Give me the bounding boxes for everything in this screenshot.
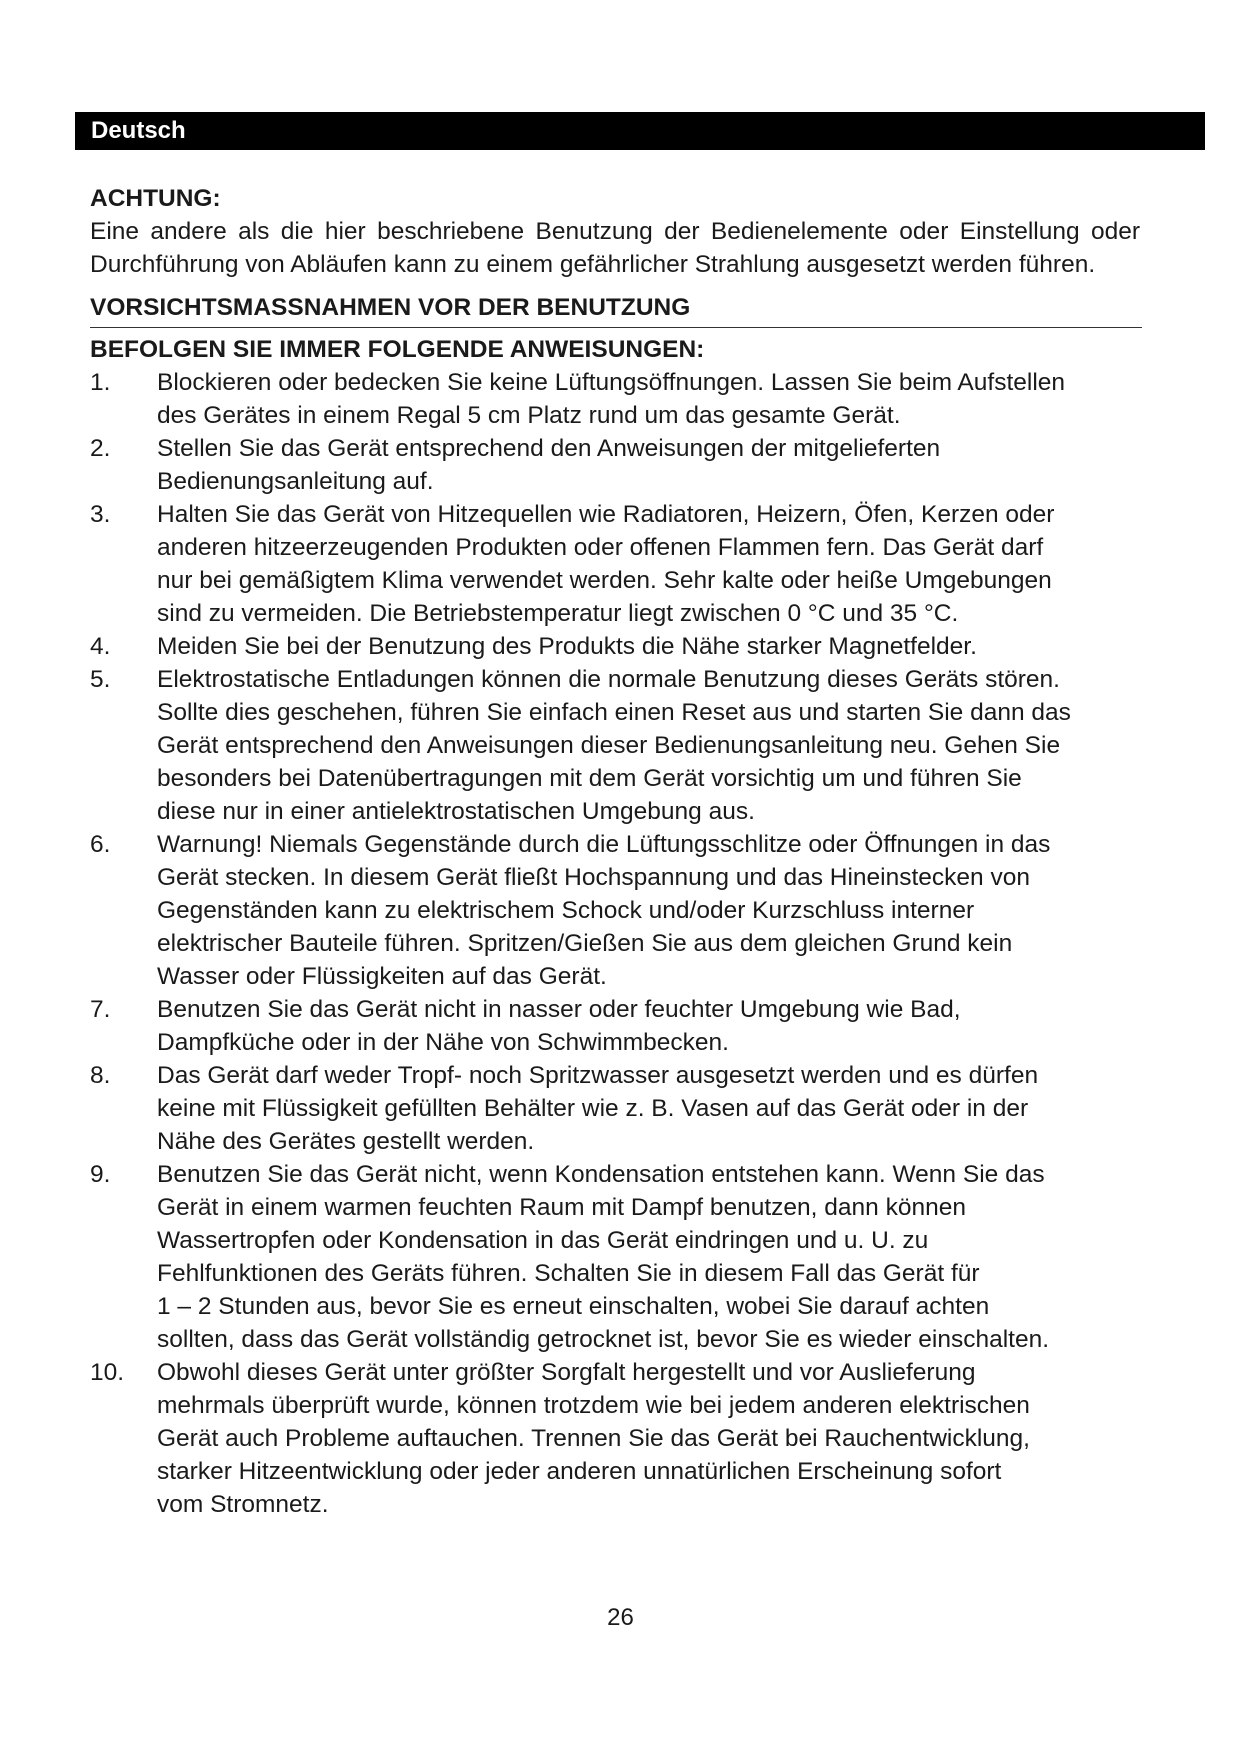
warning-text: Eine andere als die hier beschriebene Benutzung der Bedienelemente oder Einstellung oder Durchführung von Abläufen kann zu einem gefährlicher Strahlung ausgesetzt werden führen. — [90, 218, 1140, 278]
text-line: Warnung! Niemals Gegenstände durch die Lüftungsschlitze oder Öffnungen in das — [157, 831, 1051, 858]
list-item-number: 3. — [90, 501, 111, 528]
list-item — [90, 828, 1140, 993]
text-line: Bedienungsanleitung auf. — [157, 468, 434, 495]
text-line: besonders bei Datenübertragungen mit dem Gerät vorsichtig um und führen Sie — [157, 765, 1022, 792]
list-item-text — [157, 828, 1140, 993]
list-item-text — [157, 432, 1140, 498]
page-content — [90, 182, 1140, 1521]
list-item — [90, 498, 1140, 630]
list-item — [90, 1059, 1140, 1158]
list-item-text — [157, 366, 1140, 432]
text-line: Benutzen Sie das Gerät nicht, wenn Kondensation entstehen kann. Wenn Sie das — [157, 1161, 1045, 1188]
warning-title: ACHTUNG: — [90, 185, 221, 212]
language-header-bar — [75, 112, 1205, 150]
text-line: Nähe des Gerätes gestellt werden. — [157, 1128, 535, 1155]
text-line: Gerät stecken. In diesem Gerät fließt Hochspannung und das Hineinstecken von — [157, 864, 1030, 891]
text-line: des Gerätes in einem Regal 5 cm Platz rund um das gesamte Gerät. — [157, 402, 901, 429]
text-line: starker Hitzeentwicklung oder jeder anderen unnatürlichen Erscheinung sofort — [157, 1458, 1002, 1485]
list-item-text — [157, 993, 1140, 1059]
text-line: Stellen Sie das Gerät entsprechend den Anweisungen der mitgelieferten — [157, 435, 941, 462]
text-line: Halten Sie das Gerät von Hitzequellen wie Radiatoren, Heizern, Öfen, Kerzen oder — [157, 501, 1055, 528]
list-item-number: 4. — [90, 633, 111, 660]
list-item — [90, 366, 1140, 432]
list-item-text — [157, 630, 1140, 663]
text-line: Gerät in einem warmen feuchten Raum mit Dampf benutzen, dann können — [157, 1194, 966, 1221]
list-item-text — [157, 1356, 1140, 1521]
text-line: Blockieren oder bedecken Sie keine Lüftungsöffnungen. Lassen Sie beim Aufstellen — [157, 369, 1066, 396]
text-line: anderen hitzeerzeugenden Produkten oder offenen Flammen fern. Das Gerät darf — [157, 534, 1044, 561]
list-item — [90, 663, 1140, 828]
page-number: 26 — [607, 1604, 634, 1631]
list-item-number: 1. — [90, 369, 111, 396]
text-line: vom Stromnetz. — [157, 1491, 329, 1518]
text-line: Sollte dies geschehen, führen Sie einfach einen Reset aus und starten Sie dann das — [157, 699, 1071, 726]
list-item-text — [157, 663, 1140, 828]
text-line: Gerät auch Probleme auftauchen. Trennen Sie das Gerät bei Rauchentwicklung, — [157, 1425, 1030, 1452]
list-item-number: 2. — [90, 435, 111, 462]
list-item — [90, 1158, 1140, 1356]
list-item-text — [157, 498, 1140, 630]
text-line: Das Gerät darf weder Tropf- noch Spritzwasser ausgesetzt werden und es dürfen — [157, 1062, 1039, 1089]
text-line: nur bei gemäßigtem Klima verwendet werden. Sehr kalte oder heiße Umgebungen — [157, 567, 1052, 594]
text-line: mehrmals überprüft wurde, können trotzdem wie bei jedem anderen elektrischen — [157, 1392, 1030, 1419]
text-line: Benutzen Sie das Gerät nicht in nasser oder feuchter Umgebung wie Bad, — [157, 996, 961, 1023]
text-line: elektrischer Bauteile führen. Spritzen/Gießen Sie aus dem gleichen Grund kein — [157, 930, 1013, 957]
text-line: keine mit Flüssigkeit gefüllten Behälter wie z. B. Vasen auf das Gerät oder in der — [157, 1095, 1029, 1122]
text-line: Fehlfunktionen des Geräts führen. Schalten Sie in diesem Fall das Gerät für — [157, 1260, 980, 1287]
list-item-number: 5. — [90, 666, 111, 693]
precautions-list — [90, 366, 1140, 1521]
list-item-number: 6. — [90, 831, 111, 858]
text-line: Obwohl dieses Gerät unter größter Sorgfalt hergestellt und vor Auslieferung — [157, 1359, 976, 1386]
text-line: Wassertropfen oder Kondensation in das Gerät eindringen und u. U. zu — [157, 1227, 929, 1254]
list-item-number: 7. — [90, 996, 111, 1023]
list-item-number: 9. — [90, 1161, 111, 1188]
text-line: sind zu vermeiden. Die Betriebstemperatur liegt zwischen 0 °C und 35 °C. — [157, 600, 959, 627]
list-item — [90, 630, 1140, 663]
list-item-number: 10. — [90, 1359, 125, 1386]
list-item — [90, 993, 1140, 1059]
text-line: sollten, dass das Gerät vollständig getrocknet ist, bevor Sie es wieder einschalten. — [157, 1326, 1050, 1353]
language-label: Deutsch — [91, 117, 186, 144]
list-item-text — [157, 1059, 1140, 1158]
list-item — [90, 432, 1140, 498]
text-line: Gerät entsprechend den Anweisungen dieser Bedienungsanleitung neu. Gehen Sie — [157, 732, 1061, 759]
text-line: 1 – 2 Stunden aus, bevor Sie es erneut einschalten, wobei Sie darauf achten — [157, 1293, 990, 1320]
list-item-text — [157, 1158, 1140, 1356]
text-line: diese nur in einer antielektrostatischen Umgebung aus. — [157, 798, 755, 825]
precautions-title: VORSICHTSMASSNAHMEN VOR DER BENUTZUNG — [90, 291, 1142, 328]
text-line: Elektrostatische Entladungen können die normale Benutzung dieses Geräts stören. — [157, 666, 1060, 693]
text-line: Meiden Sie bei der Benutzung des Produkts die Nähe starker Magnetfelder. — [157, 633, 977, 660]
text-line: Wasser oder Flüssigkeiten auf das Gerät. — [157, 963, 607, 990]
text-line: Gegenständen kann zu elektrischem Schock und/oder Kurzschluss interner — [157, 897, 975, 924]
list-item — [90, 1356, 1140, 1521]
text-line: Dampfküche oder in der Nähe von Schwimmbecken. — [157, 1029, 729, 1056]
list-item-number: 8. — [90, 1062, 111, 1089]
instructions-title: BEFOLGEN SIE IMMER FOLGENDE ANWEISUNGEN: — [90, 336, 705, 363]
